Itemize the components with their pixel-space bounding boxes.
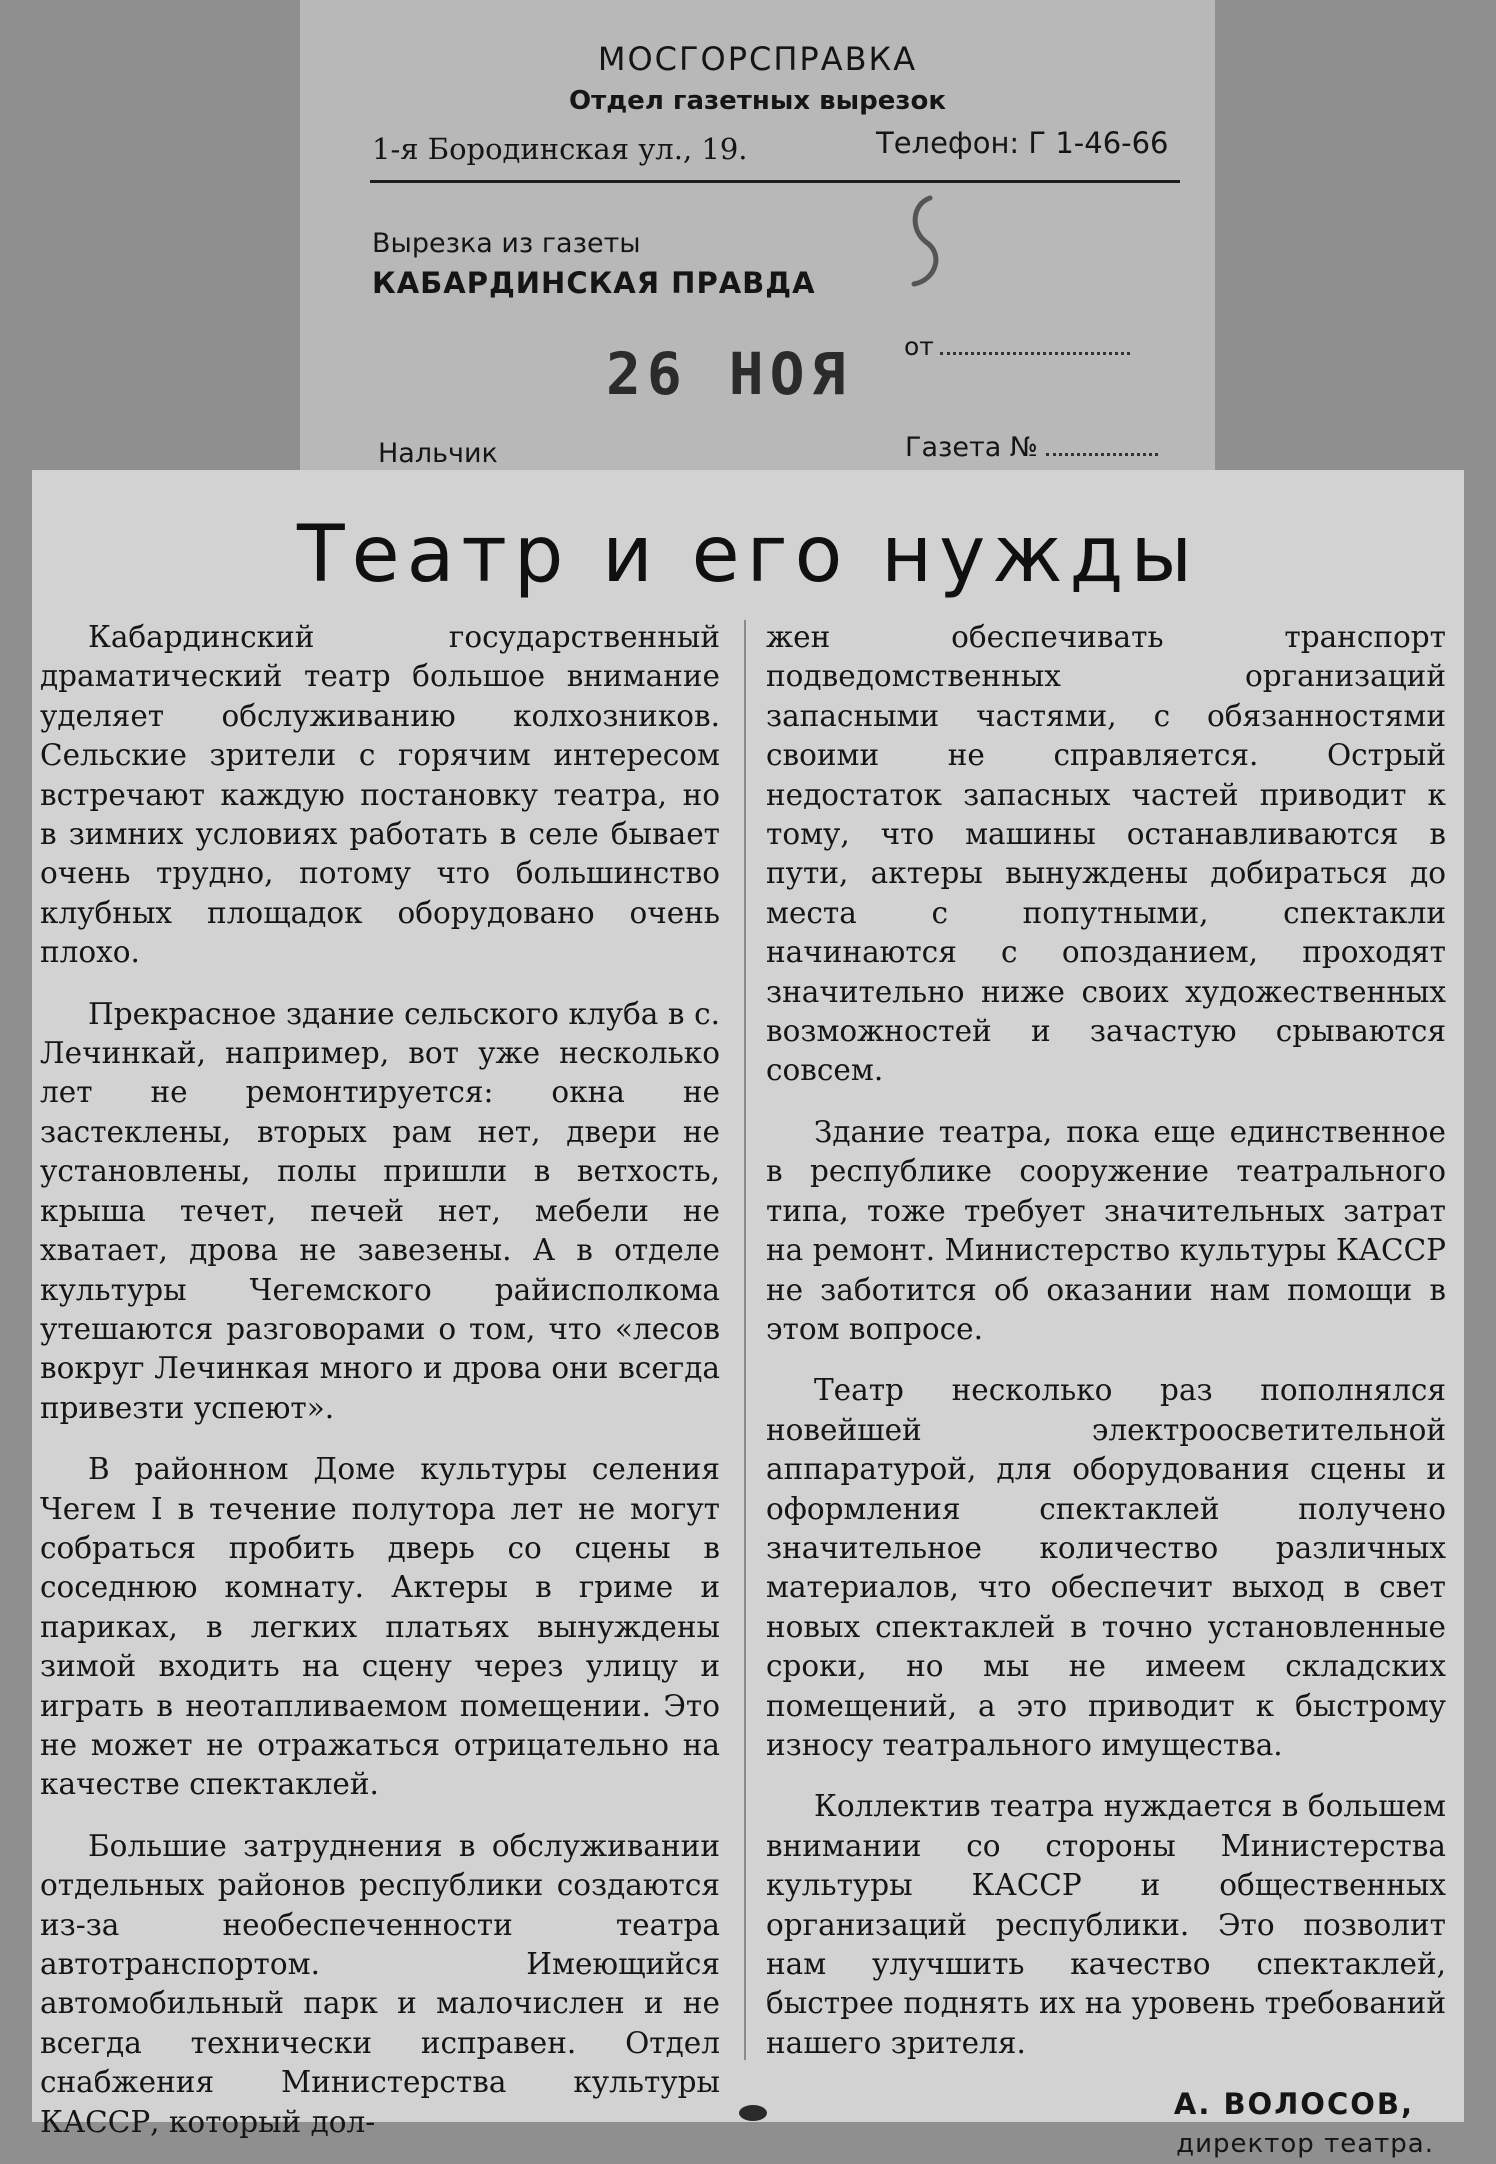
author-signature: А. ВОЛОСОВ, (1173, 2087, 1414, 2122)
date-field (904, 332, 1130, 361)
department-name: Отдел газетных вырезок (569, 86, 946, 116)
newspaper-article (32, 470, 1464, 2159)
date-blank (940, 336, 1130, 355)
article-title: Театр и его нужды (296, 510, 1200, 600)
author-title: директор театра. (1176, 2128, 1434, 2159)
handwritten-mark (900, 190, 962, 290)
article-paragraph: В районном Доме культуры селения Чегем I в течение полутора лет не могут собраться пробить дверь со сцены в соседнюю комнату. Актеры в гриме и париках, в легких платьях вынуждены зимой входить на сцену через улицу и играть в неотапливаемом помещении. Это не может не отражаться отрицательно на качестве спектаклей. (40, 1452, 720, 1802)
bureau-address: 1-я Бородинская ул., 19. (372, 132, 748, 166)
article-column-right (766, 618, 1446, 2164)
article-paragraph: Коллектив театра нуждается в большем внимании со стороны Министерства культуры КАССР и общественных организаций республики. Это позволит нам улучшить качество спектаклей, быстрее поднять их на уровень требований нашего зрителя. (766, 1789, 1446, 2060)
article-paragraph: Здание театра, пока еще единственное в республике сооружение театрального типа, тоже требует значительных затрат на ремонт. Министерство культуры КАССР не заботится об оказании нам помощи в этом вопросе. (766, 1114, 1446, 1346)
date-stamp: 26 НОЯ (606, 340, 852, 408)
article-paragraph: жен обеспечивать транспорт подведомственных организаций запасными частями, с обязанностями своими не справляется. Острый недостаток запасных частей приводит к тому, что машины останавливаются в пути, актеры вынуждены добираться до места с попутными, спектакли начинаются с опозданием, проходят значительно ниже своих художественных возможностей и зачастую срываются совсем. (766, 620, 1446, 1088)
bureau-name: МОСГОРСПРАВКА (597, 40, 918, 78)
issue-blank (1046, 437, 1158, 456)
header-rule (370, 180, 1180, 183)
article-paragraph: Большие затруднения в обслуживании отдельных районов республики создаются из-за необеспеченности театра автотранспортом. Имеющийся автомобильный парк и малочислен и не всегда технически исправен. Отдел снабжения Министерства культуры КАССР, который дол- (40, 1828, 720, 2139)
article-paragraph: Театр несколько раз пополнялся новейшей электроосветительной аппаратурой, для оборудования сцены и оформления спектаклей получено значительное количество различных материалов, что обеспечит выход в свет новых спектаклей в точно установленные сроки, но мы не имеем складских помещений, а это приводит к быстрому износу театрального имущества. (766, 1373, 1446, 1762)
newspaper-city: Нальчик (378, 438, 498, 469)
ornament-icon (736, 2102, 770, 2124)
article-paragraph: Прекрасное здание сельского клуба в с. Лечинкай, например, вот уже несколько лет не ремонтируется: окна не застеклены, вторых рам нет, двери не установлены, полы пришли в ветхость, крыша течет, печей нет, мебели не хватает, дрова не завезены. А в отделе культуры Чегемского райисполкома утешаются разговорами о том, что «лесов вокруг Лечинкая много и дрова они всегда привезти успеют». (40, 996, 720, 1425)
column-divider (744, 620, 746, 2060)
clipping-source-label: Вырезка из газеты (372, 228, 641, 259)
article-paragraph: Кабардинский государственный драматический театр большое внимание уделяет обслуживанию колхозников. Сельские зрители с горячим интересом встречают каждую постановку театра, но в зимних условиях работать в селе бывает очень трудно, потому что большинство клубных площадок оборудовано очень плохо. (40, 620, 720, 970)
clipping-bureau-header (300, 0, 1215, 480)
from-label: от (904, 332, 934, 361)
issue-label: Газета № (905, 432, 1038, 463)
bureau-phone: Телефон: Г 1-46-66 (876, 126, 1169, 160)
newspaper-name: КАБАРДИНСКАЯ ПРАВДА (372, 266, 816, 300)
issue-field (905, 432, 1158, 463)
article-column-left (40, 618, 720, 2164)
